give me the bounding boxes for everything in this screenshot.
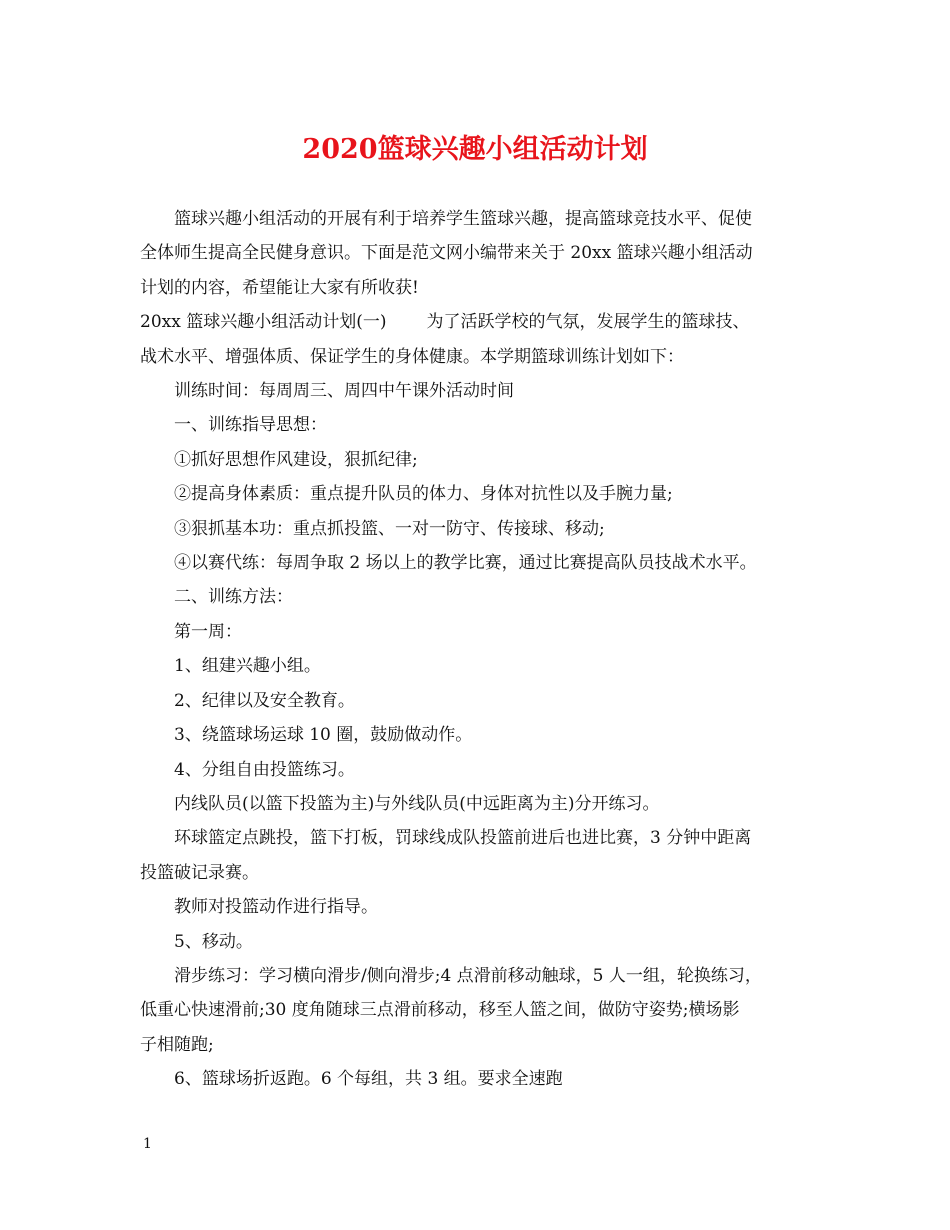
document-body xyxy=(140,202,820,1097)
paragraph-line: 投篮破记录赛。 xyxy=(140,862,259,883)
list-item: 6、篮球场折返跑。6 个每组，共 3 组。要求全速跑 xyxy=(174,1069,563,1090)
list-item: 1、组建兴趣小组。 xyxy=(174,656,321,677)
paragraph-line: 内线队员(以篮下投篮为主)与外线队员(中远距离为主)分开练习。 xyxy=(174,793,660,814)
intro-line: 计划的内容，希望能让大家有所收获! xyxy=(140,277,419,298)
list-item: 2、纪律以及安全教育。 xyxy=(174,690,355,711)
week-heading: 第一周： xyxy=(174,621,242,642)
paragraph-line: 子相随跑; xyxy=(140,1034,214,1055)
document-title: 2020篮球兴趣小组活动计划 xyxy=(302,134,648,165)
intro-line: 篮球兴趣小组活动的开展有利于培养学生篮球兴趣，提高篮球竞技水平、促使 xyxy=(174,209,752,229)
list-item: ②提高身体素质：重点提升队员的体力、身体对抗性以及手腕力量; xyxy=(174,484,673,505)
section-heading: 一、训练指导思想： xyxy=(174,415,327,436)
list-item: ③狠抓基本功：重点抓投篮、一对一防守、传接球、移动; xyxy=(174,518,605,539)
list-item: ④以赛代练：每周争取 2 场以上的教学比赛，通过比赛提高队员技战术水平。 xyxy=(174,553,757,574)
plan-intro: 为了活跃学校的气氛，发展学生的篮球技、 xyxy=(426,312,750,333)
list-item: ①抓好思想作风建设，狠抓纪律; xyxy=(174,449,418,470)
list-item: 4、分组自由投篮练习。 xyxy=(174,759,355,780)
intro-line: 全体师生提高全民健身意识。下面是范文网小编带来关于 20xx 篮球兴趣小组活动 xyxy=(140,243,753,264)
paragraph-line: 环球篮定点跳投，篮下打板，罚球线成队投篮前进后也进比赛，3 分钟中距离 xyxy=(174,828,752,849)
list-item: 3、绕篮球场运球 10 圈，鼓励做动作。 xyxy=(174,725,473,746)
plan-heading-line xyxy=(140,305,820,339)
list-item: 5、移动。 xyxy=(174,931,253,952)
plan-intro-continued: 战术水平、增强体质、保证学生的身体健康。本学期篮球训练计划如下： xyxy=(140,346,684,367)
section-heading: 二、训练方法： xyxy=(174,587,293,608)
paragraph-line: 低重心快速滑前;30 度角随球三点滑前移动，移至人篮之间，做防守姿势;横场影 xyxy=(140,1000,740,1021)
paragraph-line: 滑步练习：学习横向滑步/侧向滑步;4 点滑前移动触球，5 人一组，轮换练习， xyxy=(174,965,762,986)
paragraph-line: 教师对投篮动作进行指导。 xyxy=(174,897,378,918)
plan-heading: 20xx 篮球兴趣小组活动计划(一) xyxy=(140,312,387,333)
training-time: 训练时间：每周周三、周四中午课外活动时间 xyxy=(174,381,514,402)
page-number: 1 xyxy=(143,1136,152,1152)
